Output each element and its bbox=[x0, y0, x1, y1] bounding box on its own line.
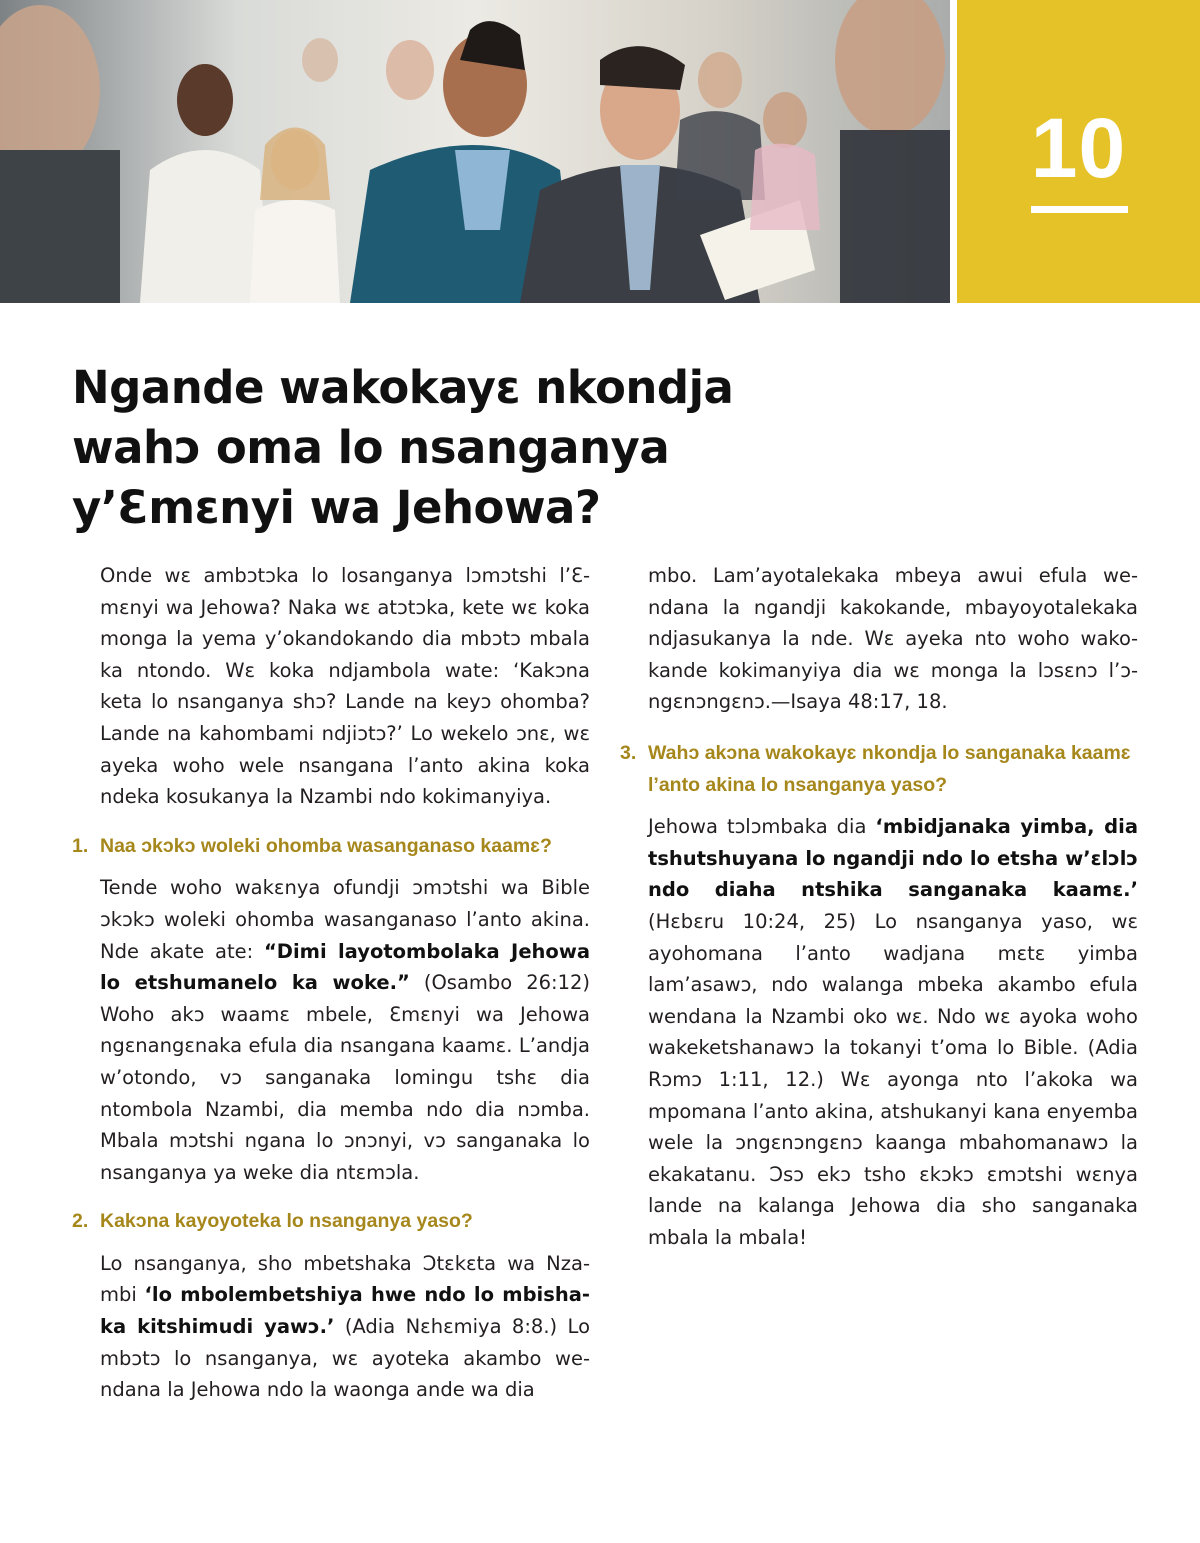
lesson-number: 10 bbox=[1030, 101, 1127, 195]
answer-text: Jehowa tɔlɔmbaka dia bbox=[648, 815, 876, 839]
answer-paragraph-2-continued: mbo. Lam’ayotalekaka mbeya awui efula wendana la ngandji kakokande, mbayoyotalekaka ndjasukanya la nde. Wɛ ayeka nto woho wakokande kokimanyiya dia wɛ monga la lɔsɛnɔ l’ɔngɛnɔngɛnɔ.—Isaya 48:17, 18. bbox=[648, 564, 1138, 714]
question-1 bbox=[72, 831, 590, 863]
question-2 bbox=[72, 1206, 590, 1238]
answer-text: Lo nsanganya, sho mbetshaka Ɔtɛkɛta wa Nzambi bbox=[100, 1251, 590, 1307]
question-text: Wahɔ akɔna wakokayɛ nkondja lo sanganaka kaamɛ l’anto akina lo nsanganya yaso? bbox=[648, 741, 1131, 796]
answer-text: Tende woho wakɛnya ofundji ɔmɔtshi wa Bible ɔkɔkɔ woleki ohomba wasanganaso l’anto akina. Nde akate ate: bbox=[100, 876, 590, 963]
question-text: Kakɔna kayoyoteka lo nsanganya yaso? bbox=[100, 1210, 473, 1233]
answer-paragraph-2 bbox=[100, 1248, 590, 1406]
question-number: 1. bbox=[72, 834, 89, 857]
header-photo bbox=[0, 0, 950, 303]
answer-bold-quote: ‘mbidjanaka yimba, dia tshutshuyana lo ngandji ndo lo etsha w’ɛlɔlɔ ndo diaha ntshika sanganaka kaamɛ.’ bbox=[648, 815, 1138, 902]
answer-text: (Adia Nɛhɛmiya 8:8.) Lo mbɔtɔ lo nsanganya, wɛ ayoteka akambo wendana la Jehowa ndo la waonga ande wa dia bbox=[100, 1315, 590, 1402]
answer-paragraph-1 bbox=[100, 872, 590, 1188]
question-3 bbox=[620, 738, 1138, 801]
left-column bbox=[72, 560, 590, 1406]
question-text: Naa ɔkɔkɔ woleki ohomba wasanganaso kaamɛ? bbox=[100, 834, 552, 857]
answer-text: (Osambo 26:12) Woho akɔ waamɛ mbele, Ɛmɛnyi wa Jehowa ngɛnangɛnaka efula dia nsangana kaamɛ. L’andja w’otondo, vɔ sanganaka lomingu tshɛ dia ntombola Nzambi, dia memba ndo dia nɔmba. Mbala mɔtshi ngana lo ɔnɔnyi, vɔ sanganaka lo nsanganya ya weke dia ntɛmɔla. bbox=[100, 971, 590, 1184]
intro-paragraph: Onde wɛ ambɔtɔka lo losanganya lɔmɔtshi l’Ɛmɛnyi wa Jehowa? Naka wɛ atɔtɔka, kete wɛ koka monga la yema y’okandokando dia mbɔtɔ mbala ka ntondo. Wɛ koka ndjambola wate: ‘Kakɔna keta lo nsanganya shɔ? Lande na keyɔ ohomba? Lande na kahombami ndjiɔtɔ?’ Lo wekelo ɔnɛ, wɛ ayeka woho wele nsangana l’anto akina koka ndeka kosukanya la Nzambi ndo kokimanyiya. bbox=[100, 564, 590, 809]
right-column bbox=[620, 560, 1138, 1253]
answer-text: (Hɛbɛru 10:24, 25) Lo nsanganya yaso, wɛ ayohomana l’anto wadjana mɛtɛ yimba lam’asawɔ, ndo walanga mbeka akambo efula wendana la Nzambi oko wɛ. Ndo wɛ ayoka woho wakeketshanawɔ la tokanyi t’oma lo Bible. (Adia Rɔmɔ 1:11, 12.) Wɛ ayonga nto l’akoka wa mpomana l’anto akina, atshukanyi kana enyemba wele la ɔngɛnɔngɛnɔ kaanga mbahomanawɔ la ekakatanu. Ɔsɔ ekɔ tsho ɛkɔkɔ ɛmɔtshi wɛnya lande na kalanga Jehowa dia sho sanganaka mbala la mbala! bbox=[648, 909, 1138, 1249]
question-number: 2. bbox=[72, 1210, 89, 1233]
question-number: 3. bbox=[620, 741, 637, 764]
page-title: Ngande wakokayɛ nkondja wahɔ oma lo nsanganya y’Ɛmɛnyi wa Jehowa? bbox=[72, 361, 734, 534]
answer-paragraph-3 bbox=[648, 811, 1138, 1253]
lesson-number-box bbox=[957, 0, 1200, 303]
answer-bold-quote: ‘lo mbolembetshiya hwe ndo lo mbishaka kitshimudi yawɔ.’ bbox=[100, 1283, 590, 1339]
congregation-photo bbox=[0, 0, 950, 303]
lesson-number-underline bbox=[1031, 206, 1128, 213]
answer-bold-quote: “Dimi layotombolaka Jehowa lo etshumanelo ka woke.” bbox=[100, 939, 590, 995]
